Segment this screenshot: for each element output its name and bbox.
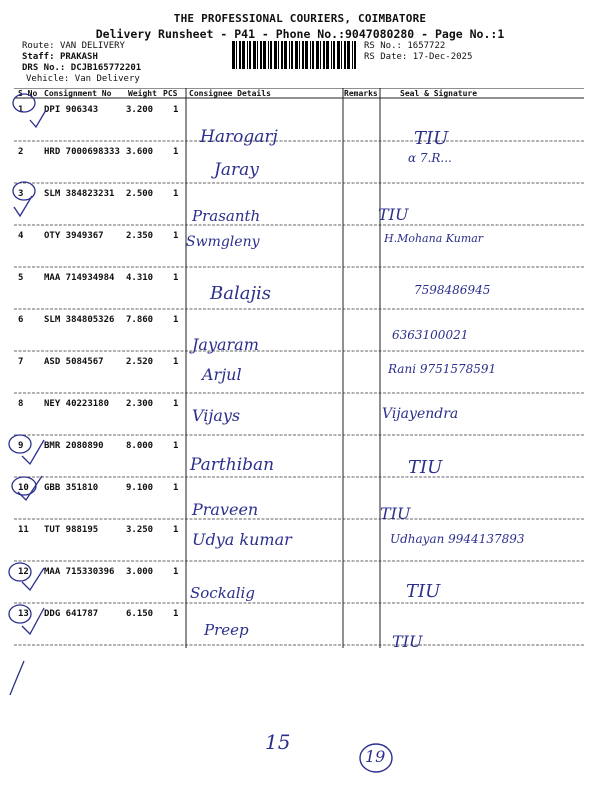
barcode-bar [268,41,269,69]
drs-line [22,63,141,73]
row-pcs: 1 [173,525,179,535]
row-pcs: 1 [173,189,179,199]
row-consignment-no: OTY 3949367 [44,231,104,241]
barcode-bar [281,41,283,69]
row-weight: 7.860 [126,315,154,325]
row-consignment-no: GBB 351810 [44,483,99,493]
row-consignment-no: SLM 384805326 [44,315,115,325]
row-signature-handwriting: TIU [392,632,423,651]
row-sno: 10 [18,483,29,493]
row-consignee-handwriting: Arjul [202,365,242,384]
row-consignee-handwriting: Jayaram [192,335,259,354]
footer-note-right: 19 [365,747,386,766]
row-weight: 3.200 [126,105,154,115]
row-consignee-handwriting: Parthiban [190,455,275,475]
row-consignment-no: DPI 906343 [44,105,99,115]
col-seal: Seal & Signature [400,89,478,98]
row-signature-handwriting: TIU [380,504,411,523]
tick-marks [0,90,60,650]
footer-note-left: 15 [265,730,291,754]
barcode-bar [312,41,314,69]
barcode-bar [270,41,272,69]
rs-date-label: RS Date: [364,52,408,62]
barcode-bar [295,41,298,69]
barcode-bar [239,41,241,69]
row-sno: 9 [18,441,24,451]
vehicle-value: Van Delivery [74,74,140,84]
route-value: VAN DELIVERY [59,41,125,51]
row-consignment-no: HRD 7000698333 [44,147,120,157]
barcode-bar [253,41,256,69]
row-signature-handwriting: 7598486945 [414,283,491,297]
row-signature-handwriting: TIU [408,457,443,478]
row-pcs: 1 [173,273,179,283]
route-line [22,41,125,51]
row-signature-handwriting: TIU [406,581,441,602]
row-weight: 3.000 [126,567,154,577]
barcode-bar [260,41,262,69]
row-consignment-no: NEY 40223180 [44,399,110,409]
barcode-bar [305,41,308,69]
barcode-bar [331,41,332,69]
barcode-bar [352,41,353,69]
row-pcs: 1 [173,231,179,241]
row-sno: 1 [18,105,24,115]
barcode-bar [337,41,340,69]
drs-value: DCJB165772201 [70,63,142,73]
row-signature-handwriting: H.Mohana Kumar [384,232,484,245]
barcode-bar [242,41,245,69]
col-remarks: Remarks [344,89,378,98]
row-pcs: 1 [173,357,179,367]
barcode-bar [344,41,346,69]
row-consignee-handwriting: Sockalig [190,584,255,602]
row-consignment-no: MAA 715330396 [44,567,115,577]
route-label: Route: [22,41,55,51]
staff-value: PRAKASH [59,52,98,62]
barcode-bar [284,41,287,69]
row-signature-handwriting: 6363100021 [392,328,469,342]
barcode [232,41,360,69]
row-consignee-handwriting: Udya kumar [192,530,292,549]
row-sno: 13 [18,609,29,619]
staff-line [22,52,98,62]
barcode-bar [257,41,258,69]
row-weight: 9.100 [126,483,154,493]
row-sno: 5 [18,273,24,283]
row-weight: 3.250 [126,525,154,535]
barcode-bar [347,41,350,69]
barcode-bar [299,41,300,69]
row-weight: 8.000 [126,441,154,451]
row-sno: 3 [18,189,24,199]
company-title: THE PROFESSIONAL COURIERS, COIMBATORE [173,12,427,25]
col-weight: Weight [128,89,157,98]
row-signature-handwriting: TIU [378,205,409,224]
row-consignee-handwriting: Harogarj [200,127,278,147]
row-signature-handwriting: Vijayendra [382,406,459,422]
row-consignment-no: TUT 988195 [44,525,99,535]
row-consignment-no: MAA 714934984 [44,273,115,283]
barcode-bar [341,41,342,69]
row-pcs: 1 [173,483,179,493]
row-pcs: 1 [173,147,179,157]
row-signature-handwriting: Rani 9751578591 [388,362,497,376]
row-consignee-handwriting: Prasanth [192,207,261,225]
col-consignment: Consignment No [44,89,112,98]
row-consignee-handwriting: Praveen [192,500,259,519]
row-signature-handwriting: α 7.R... [408,151,452,165]
barcode-bar [333,41,335,69]
barcode-bar [302,41,304,69]
row-sno: 6 [18,315,24,325]
row-pcs: 1 [173,609,179,619]
row-consignment-no: DDG 641787 [44,609,99,619]
row-weight: 2.350 [126,231,154,241]
row-consignment-no: ASD 5084567 [44,357,104,367]
col-consignee: Consignee Details [189,89,271,98]
rs-date-line [364,52,472,62]
rs-no-value: 1657722 [407,41,446,51]
row-weight: 2.500 [126,189,154,199]
vehicle-label: Vehicle: [26,74,70,84]
barcode-bar [320,41,321,69]
row-pcs: 1 [173,441,179,451]
barcode-bar [274,41,277,69]
row-signature-handwriting: TIU [414,128,449,149]
rs-no-label: RS No.: [364,41,402,51]
drs-label: DRS No.: [22,63,66,73]
barcode-bar [236,41,237,69]
row-weight: 6.150 [126,609,154,619]
row-consignee-handwriting: Balajis [210,283,272,304]
row-consignee-handwriting: Jaray [214,160,259,180]
row-weight: 3.600 [126,147,154,157]
row-pcs: 1 [173,567,179,577]
row-weight: 4.310 [126,273,154,283]
vehicle-line [26,74,140,84]
barcode-bar [249,41,251,69]
row-pcs: 1 [173,399,179,409]
barcode-bar [232,41,235,69]
barcode-bar [263,41,266,69]
row-weight: 2.300 [126,399,154,409]
rs-no-line [364,41,445,51]
row-sno: 2 [18,147,24,157]
col-sno: S No [18,89,38,98]
row-weight: 2.520 [126,357,154,367]
row-sno: 12 [18,567,29,577]
row-consignment-no: SLM 384823231 [44,189,115,199]
row-pcs: 1 [173,105,179,115]
row-sno: 4 [18,231,24,241]
barcode-bar [310,41,311,69]
row-consignee-handwriting: Swmgleny [186,234,260,250]
rs-date-value: 17-Dec-2025 [412,52,473,62]
col-pcs: PCS [163,89,178,98]
row-pcs: 1 [173,315,179,325]
row-consignee-handwriting: Vijays [192,406,241,425]
corner-scribble [0,655,80,705]
staff-label: Staff: [22,52,55,62]
row-signature-handwriting: Udhayan 9944137893 [390,532,525,546]
row-consignment-no: BMR 2080890 [44,441,104,451]
runsheet-title: Delivery Runsheet - P41 - Phone No.:9047080280 - Page No.:1 [95,27,505,41]
barcode-bar [354,41,356,69]
barcode-bar [291,41,293,69]
barcode-bar [323,41,325,69]
row-sno: 7 [18,357,24,367]
barcode-bar [326,41,329,69]
row-consignee-handwriting: Preep [204,621,249,639]
barcode-bar [247,41,248,69]
barcode-bar [316,41,319,69]
barcode-bar [289,41,290,69]
row-sno: 11 [18,525,29,535]
row-sno: 8 [18,399,24,409]
barcode-bar [278,41,279,69]
